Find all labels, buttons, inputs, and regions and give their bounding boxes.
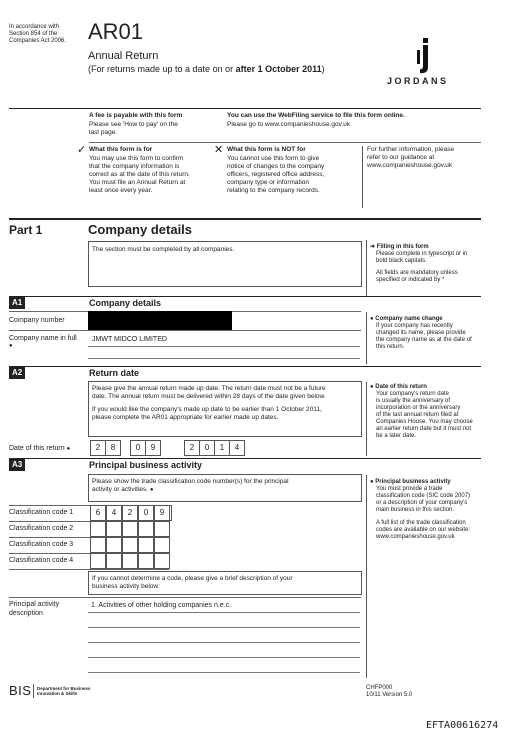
name-change-line: this return. xyxy=(376,344,405,350)
instruction-line: date. The annual return must be delivered within 28 days of the date given below. xyxy=(92,393,326,400)
info-icon: ● xyxy=(66,446,71,452)
classification-digit[interactable] xyxy=(122,521,138,537)
field-line xyxy=(88,627,360,628)
legal-note-line: In accordance with xyxy=(9,24,60,30)
classification-digit[interactable] xyxy=(154,553,170,569)
guidance-line: For further information, please xyxy=(367,146,455,153)
guidance-line: www.companieshouse.gov.uk xyxy=(367,162,453,169)
column-divider xyxy=(366,475,367,678)
logo-divider xyxy=(33,684,34,698)
section-title-a2: Return date xyxy=(89,368,140,378)
bis-logo: BIS xyxy=(9,683,32,698)
activity-label-line: description xyxy=(9,610,43,617)
classification-digit[interactable] xyxy=(154,521,170,537)
jordans-logo-icon xyxy=(417,38,433,74)
form-subtitle xyxy=(88,64,325,75)
mandatory-line: All fields are mandatory unless xyxy=(376,270,458,276)
company-name-label-text: Company name in full xyxy=(9,335,77,342)
date-label-text: Date of this return xyxy=(9,445,65,452)
section-title-a1: Company details xyxy=(89,298,162,308)
is-for-line: You must file an Annual Return at xyxy=(89,179,186,186)
date-digit[interactable]: 4 xyxy=(229,440,245,456)
classification-digit[interactable]: 2 xyxy=(122,505,138,521)
instruction-line: If you would like the company's made up date to be earlier than 1 October 2011, xyxy=(92,406,322,413)
return-date-note-line: incorporation or the anniversary xyxy=(376,405,461,411)
filling-line: Please complete in typescript or in xyxy=(376,251,468,257)
divider xyxy=(89,142,481,143)
filling-note xyxy=(370,244,467,284)
cannot-determine-box xyxy=(88,571,362,595)
info-icon: ● xyxy=(9,343,13,349)
not-for-title: What this form is NOT for xyxy=(227,146,306,153)
info-icon: ● xyxy=(370,316,374,322)
classification-digit[interactable] xyxy=(90,553,106,569)
return-date-note-line: an earlier return date but it must not xyxy=(376,426,472,432)
is-for-line: You may use this form to confirm xyxy=(89,155,184,162)
not-for-line: company type or information xyxy=(227,179,310,186)
is-for-line: least once every year. xyxy=(89,187,153,194)
divider xyxy=(9,330,361,331)
section-title-a3: Principal business activity xyxy=(89,460,203,470)
webfiling-title: You can use the WebFiling service to file this form online. xyxy=(227,112,405,119)
field-line xyxy=(88,612,360,613)
company-name-label xyxy=(9,334,77,349)
classification-digit[interactable]: 0 xyxy=(138,505,154,521)
is-for-line: that the company information is xyxy=(89,163,180,170)
info-icon: ● xyxy=(370,384,374,390)
form-version-code: CHFP000 xyxy=(366,685,393,691)
department-line: Innovation & Skills xyxy=(37,691,78,696)
cannot-determine-text xyxy=(92,575,293,591)
filling-line: bold black capitals. xyxy=(376,258,427,264)
activity-note-line: You must provide a trade xyxy=(376,486,443,492)
column-divider xyxy=(366,240,367,297)
name-change-line: the company name as at the date of xyxy=(376,337,472,343)
instruction-line: Please show the trade classification code number(s) for the principal xyxy=(92,478,289,485)
form-title: Annual Return xyxy=(88,50,159,62)
legal-note-line: Companies Act 2006. xyxy=(9,38,67,44)
date-label xyxy=(9,444,70,454)
company-number-field[interactable] xyxy=(88,311,232,330)
date-digit[interactable]: 8 xyxy=(105,440,121,456)
name-change-title: Company name change xyxy=(375,316,443,322)
activity-note-line: www.companieshouse.gov.uk xyxy=(376,534,455,540)
date-digit[interactable]: 0 xyxy=(130,440,146,456)
section-code-a2: A2 xyxy=(9,367,25,379)
return-date-instruction-box xyxy=(88,381,362,437)
not-for-line: notice of changes to the company xyxy=(227,163,325,170)
classification-digit[interactable] xyxy=(138,521,154,537)
not-for-line: officers, registered office address, xyxy=(227,171,325,178)
name-change-line: If your company has recently xyxy=(376,323,453,329)
instruction-line: activity or activities. xyxy=(92,486,148,493)
fee-title: A fee is payable with this form xyxy=(89,112,183,119)
department-name xyxy=(37,686,91,696)
activity-note-line: or a description of your company's xyxy=(376,500,468,506)
is-for-title: What this form is for xyxy=(89,146,153,153)
return-date-instruction xyxy=(92,385,326,422)
date-digit[interactable]: 2 xyxy=(90,440,106,456)
date-digit[interactable]: 2 xyxy=(184,440,200,456)
classification-digit[interactable] xyxy=(122,553,138,569)
return-date-note-line: Companies House. You may choose xyxy=(376,419,473,425)
department-line: Department for Business xyxy=(37,686,91,691)
classification-digit[interactable] xyxy=(106,553,122,569)
divider xyxy=(9,597,361,598)
divider xyxy=(9,108,481,109)
is-for-text xyxy=(89,155,190,195)
date-digit[interactable]: 0 xyxy=(199,440,215,456)
not-for-line: relating to the company records. xyxy=(227,187,320,194)
field-line xyxy=(88,642,360,643)
classification-digit[interactable] xyxy=(106,537,122,553)
classification-digit[interactable]: 6 xyxy=(90,505,106,521)
fee-text xyxy=(89,121,178,137)
fee-line: last page. xyxy=(89,129,118,136)
instruction-line: Please give the annual return made up date. The return date must not be a future xyxy=(92,385,326,392)
classification-digit[interactable] xyxy=(90,537,106,553)
classification-code-label: Classification code 1 xyxy=(9,509,74,516)
activity-label-line: Principal activity xyxy=(9,601,60,608)
field-line xyxy=(88,657,360,658)
company-name-field[interactable]: JMWT MIDCO LIMITED xyxy=(92,336,167,343)
return-date-note-line: is usually the anniversary of xyxy=(376,398,451,404)
classification-digit[interactable]: 9 xyxy=(154,505,170,521)
guidance-text xyxy=(367,146,454,170)
field-line xyxy=(88,358,360,359)
check-icon: ✓ xyxy=(77,144,87,156)
arrow-icon: ➔ xyxy=(370,244,376,250)
name-change-line: changed its name, please provide xyxy=(376,330,466,336)
divider xyxy=(9,458,481,459)
instruction-box xyxy=(88,241,362,287)
return-date-note-line: be a later date. xyxy=(376,433,417,439)
classification-digit[interactable] xyxy=(138,537,154,553)
divider xyxy=(9,569,169,570)
part-title: Company details xyxy=(88,222,193,237)
activity-note-line: codes are available on our website: xyxy=(376,527,471,533)
return-date-note-line: of the last annual return filed at xyxy=(376,412,459,418)
mandatory-line: specified or indicated by * xyxy=(376,277,445,283)
divider xyxy=(9,218,481,220)
column-divider xyxy=(362,146,363,208)
classification-digit[interactable] xyxy=(90,521,106,537)
activity-description-field[interactable]: 1. Activities of other holding companies n.e.c. xyxy=(91,602,232,609)
instruction-text: The section must be completed by all companies. xyxy=(92,246,235,253)
cannot-determine-line: business activity below: xyxy=(92,583,160,590)
section-code-a3: A3 xyxy=(9,459,25,471)
return-date-note xyxy=(370,384,473,440)
classification-code-label: Classification code 4 xyxy=(9,557,74,564)
section-code-a1: A1 xyxy=(9,297,25,309)
field-line xyxy=(88,672,360,673)
subtitle-bold: after 1 October 2011 xyxy=(235,64,322,74)
company-number-label: Company number xyxy=(9,317,65,324)
not-for-line: You cannot use this form to give xyxy=(227,155,320,162)
classification-digit[interactable] xyxy=(154,537,170,553)
subtitle-part: (For returns made up to a date on or xyxy=(88,64,236,74)
activity-note-line: A full list of the trade classification xyxy=(376,520,466,526)
classification-code-label: Classification code 2 xyxy=(9,525,74,532)
classification-digit[interactable]: 4 xyxy=(106,505,122,521)
column-divider xyxy=(366,312,367,364)
is-for-line: correct as at the date of this return. xyxy=(89,171,190,178)
form-version xyxy=(366,685,412,699)
info-icon: ● xyxy=(149,487,154,493)
activity-note-line: classification code (SIC code 2007) xyxy=(376,493,471,499)
return-date-note-title: Date of this return xyxy=(375,384,427,390)
subtitle-part: ) xyxy=(321,64,325,74)
activity-note xyxy=(370,479,470,541)
classification-code-label: Classification code 3 xyxy=(9,541,74,548)
divider xyxy=(9,366,481,367)
date-digit[interactable]: 1 xyxy=(214,440,230,456)
form-version-text: 10/11 Version 5.0 xyxy=(366,692,413,698)
bates-number: EFTA00616274 xyxy=(426,720,499,731)
activity-description-label xyxy=(9,600,59,618)
classification-digit[interactable] xyxy=(106,521,122,537)
column-divider xyxy=(366,382,367,456)
not-for-text xyxy=(227,155,324,195)
activity-note-title: Principal business activity xyxy=(375,479,451,485)
legal-note xyxy=(9,24,66,45)
part-label: Part 1 xyxy=(9,223,43,237)
form-code: AR01 xyxy=(88,19,144,44)
instruction-line: please complete the AR01 appropriate for earlier made up dates. xyxy=(92,414,279,421)
activity-instruction-box xyxy=(88,474,362,502)
info-icon: ● xyxy=(370,479,374,485)
divider xyxy=(9,296,481,297)
filling-title: Filling in this form xyxy=(376,244,429,250)
field-line xyxy=(88,346,360,347)
cross-icon: ✕ xyxy=(214,144,224,156)
activity-note-line: main business in this section. xyxy=(376,507,455,513)
classification-digit[interactable] xyxy=(122,537,138,553)
guidance-line: refer to our guidance at xyxy=(367,154,435,161)
return-date-note-line: Your company's return date xyxy=(376,391,449,397)
classification-digit[interactable] xyxy=(138,553,154,569)
name-change-note xyxy=(370,316,472,351)
webfiling-text: Please go to www.companieshouse.gov.uk xyxy=(227,121,351,128)
fee-line: Please see 'How to pay' on the xyxy=(89,121,178,128)
cannot-determine-line: If you cannot determine a code, please give a brief description of your xyxy=(92,575,293,582)
activity-instruction xyxy=(92,478,289,494)
brand-name: JORDANS xyxy=(387,76,449,86)
date-digit[interactable]: 9 xyxy=(145,440,161,456)
legal-note-line: Section 854 of the xyxy=(9,31,58,37)
